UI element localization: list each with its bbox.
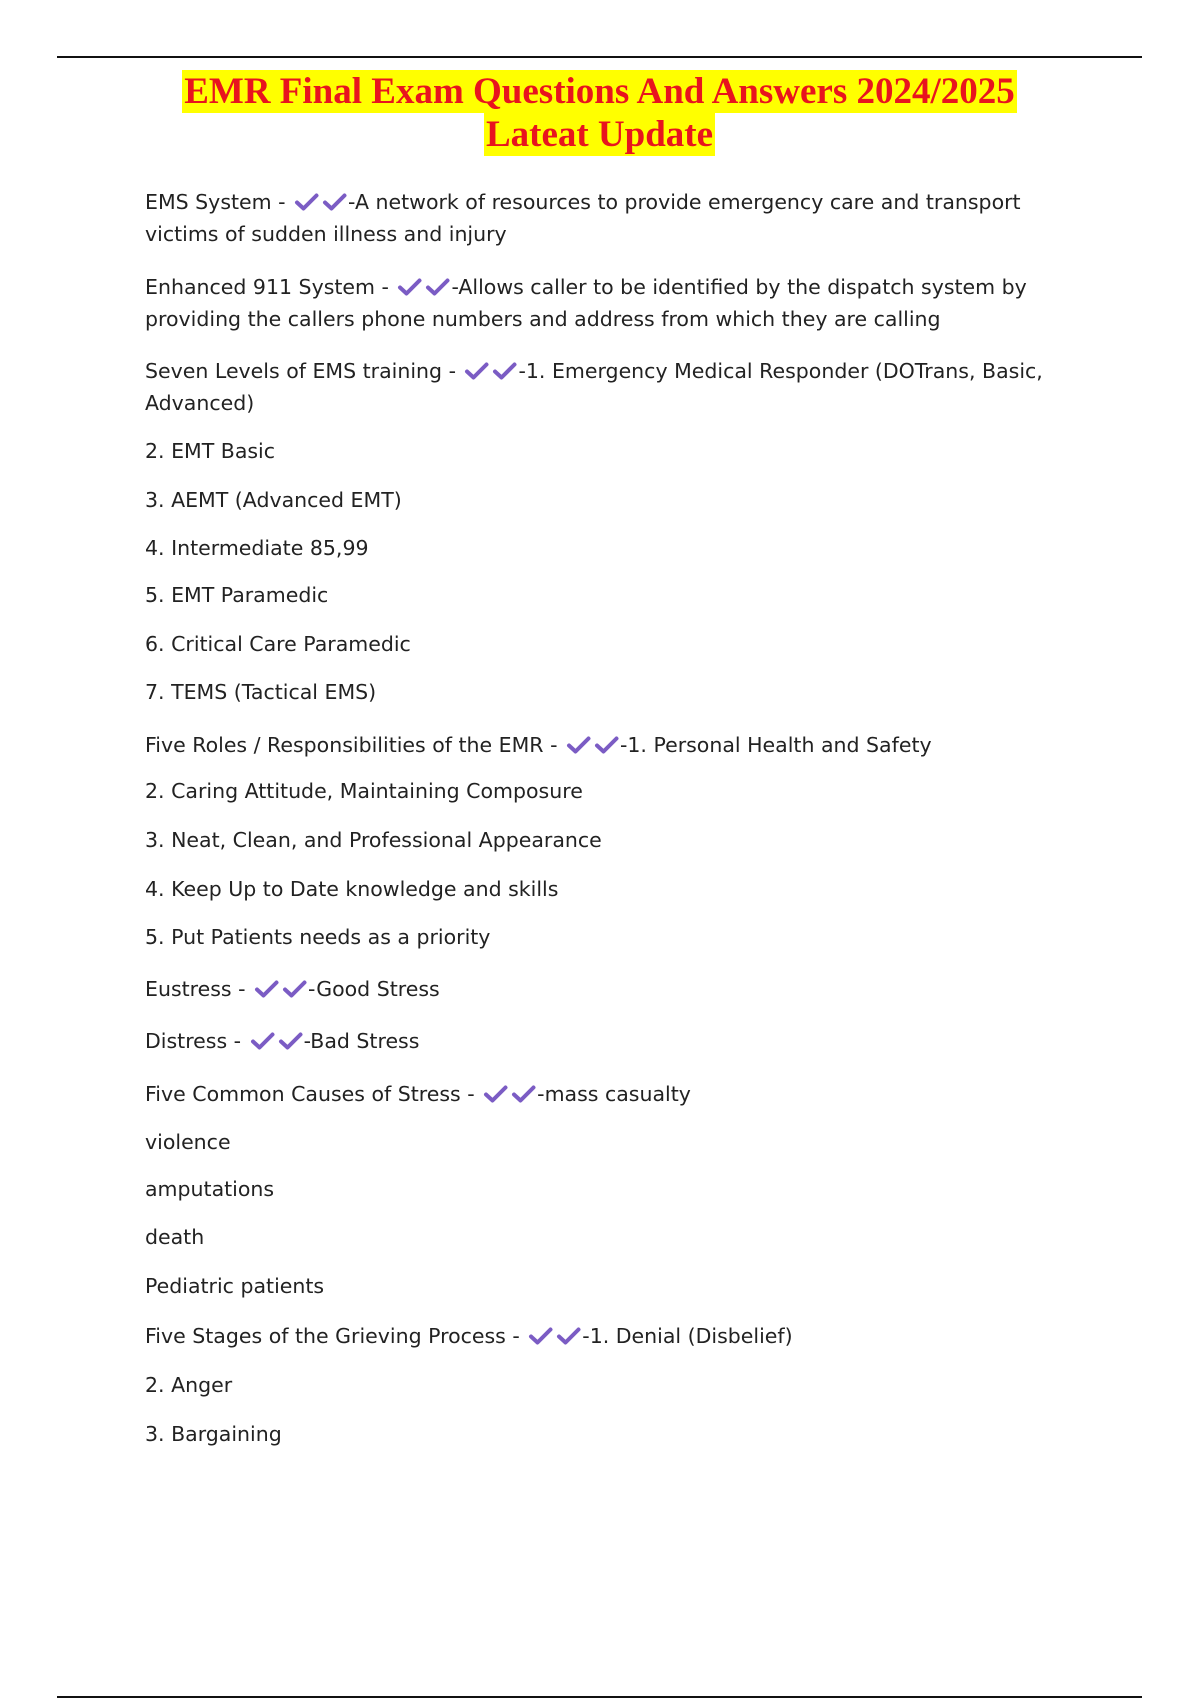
checkmark-icon [282, 979, 308, 999]
bottom-rule [57, 1696, 1142, 1698]
checkmark-icon [397, 277, 423, 297]
checkmark-icon [254, 979, 280, 999]
answer-line: 3. AEMT (Advanced EMT) [145, 488, 402, 512]
qa-entry [145, 729, 1065, 761]
top-rule [57, 56, 1142, 58]
qa-entry [145, 186, 1065, 250]
qa-term: Eustress - [145, 977, 253, 1001]
answer-line: 2. EMT Basic [145, 439, 276, 463]
answer-line: 3. Bargaining [145, 1422, 282, 1446]
qa-entry [145, 355, 1065, 419]
checkmark-icon [594, 735, 620, 755]
qa-entry [145, 1078, 1065, 1110]
qa-answer: -1. Denial (Disbelief) [582, 1324, 793, 1348]
answer-line: 7. TEMS (Tactical EMS) [145, 680, 377, 704]
qa-answer: -1. Personal Health and Safety [619, 733, 932, 757]
qa-term: Enhanced 911 System - [145, 275, 396, 299]
answer-line: 6. Critical Care Paramedic [145, 632, 411, 656]
qa-answer: -Good Stress [308, 977, 440, 1001]
answer-line: 2. Anger [145, 1373, 233, 1397]
qa-term: Five Stages of the Grieving Process - [145, 1324, 527, 1348]
answer-line: 4. Keep Up to Date knowledge and skills [145, 877, 559, 901]
qa-answer: -Allows caller to be identified by the dispatch system by providing the callers phone numbers and address from which they are calling [145, 275, 1027, 331]
answer-line: 3. Neat, Clean, and Professional Appearance [145, 828, 602, 852]
checkmark-icon [278, 1031, 304, 1051]
qa-answer: -mass casualty [537, 1082, 691, 1106]
answer-line: 4. Intermediate 85,99 [145, 536, 369, 560]
qa-term: Distress - [145, 1029, 248, 1053]
qa-entry [145, 1025, 1065, 1057]
checkmark-icon [492, 361, 518, 381]
checkmark-icon [556, 1326, 582, 1346]
answer-line: amputations [145, 1177, 275, 1201]
answer-line: 2. Caring Attitude, Maintaining Composure [145, 779, 583, 803]
title-line-1: EMR Final Exam Questions And Answers 2024/2025 [184, 71, 1015, 112]
checkmark-icon [464, 361, 490, 381]
qa-entry [145, 1320, 1065, 1352]
qa-entry [145, 271, 1065, 335]
qa-term: Seven Levels of EMS training - [145, 359, 463, 383]
checkmark-icon [294, 192, 320, 212]
checkmark-icon [511, 1084, 537, 1104]
title-line-2: Lateat Update [485, 114, 714, 155]
checkmark-icon [250, 1031, 276, 1051]
page-title [57, 70, 1142, 156]
qa-term: Five Roles / Responsibilities of the EMR - [145, 733, 564, 757]
checkmark-icon [322, 192, 348, 212]
checkmark-icon [425, 277, 451, 297]
qa-term: EMS System - [145, 190, 293, 214]
checkmark-icon [528, 1326, 554, 1346]
answer-line: violence [145, 1130, 231, 1154]
qa-answer: -Bad Stress [303, 1029, 420, 1053]
checkmark-icon [566, 735, 592, 755]
qa-term: Five Common Causes of Stress - [145, 1082, 482, 1106]
answer-line: death [145, 1225, 205, 1249]
qa-entry [145, 973, 1065, 1005]
answer-line: Pediatric patients [145, 1274, 325, 1298]
answer-line: 5. Put Patients needs as a priority [145, 925, 491, 949]
checkmark-icon [483, 1084, 509, 1104]
answer-line: 5. EMT Paramedic [145, 583, 329, 607]
qa-answer: -A network of resources to provide emergency care and transport victims of sudden illness and injury [145, 190, 1021, 246]
qa-answer: -1. Emergency Medical Responder (DOTrans, Basic, Advanced) [145, 359, 1043, 415]
